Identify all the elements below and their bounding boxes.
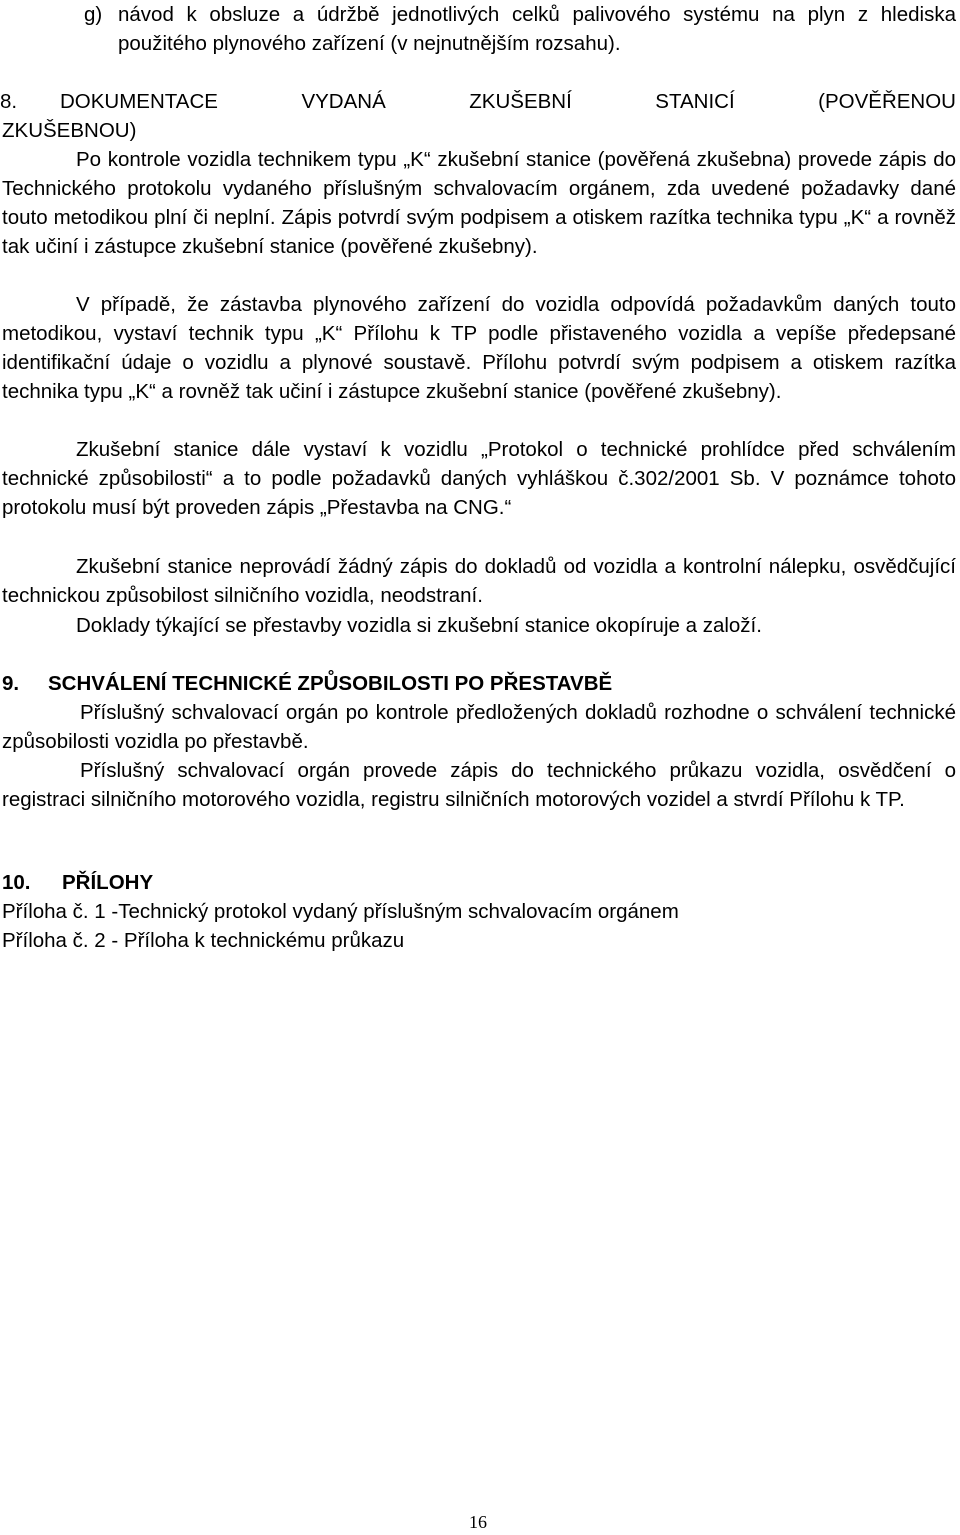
- section-number: 9.: [2, 672, 20, 695]
- section-8-paragraph-5: Doklady týkající se přestavby vozidla si zkušební stanice okopíruje a založí.: [76, 614, 762, 637]
- section-number: 8.: [0, 90, 18, 113]
- section-8-paragraph-1: Po kontrole vozidla technikem typu „K“ zkušební stanice (pověřená zkušebna) provede zápis do Technického protokolu vydaného příslušným schvalovacím orgánem, zda uvedené požadavky dané touto metodikou plní či neplní. Zápis potvrdí svým podpisem a otiskem razítka technika typu „K“ a rovněž tak učiní i zástupce zkušební stanice (pověřené zkušebny).: [2, 148, 956, 258]
- section-8-paragraph-2: V případě, že zástavba plynového zařízení do vozidla odpovídá požadavkům daných touto metodikou, vystaví technik typu „K“ Přílohu k TP podle přistaveného vozidla a vepíše předepsané identifikační údaje o vozidlu a plynové soustavě. Přílohu potvrdí svým podpisem a otiskem razítka technika typu „K“ a rovněž tak učiní i zástupce zkušební stanice (pověřené zkušebny).: [2, 293, 956, 403]
- page-number: 16: [469, 1512, 487, 1532]
- section-8-paragraph-3: Zkušební stanice dále vystaví k vozidlu „Protokol o technické prohlídce před schválením technické způsobilosti“ a to podle požadavků daných vyhláškou č.302/2001 Sb. V poznámce tohoto protokolu musí být proveden zápis „Přestavba na CNG.“: [2, 438, 956, 519]
- section-title-continued: ZKUŠEBNOU): [2, 119, 137, 142]
- attachment-item-1: Příloha č. 1 -Technický protokol vydaný příslušným schvalovacím orgánem: [2, 900, 679, 923]
- list-item-text: návod k obsluze a údržbě jednotlivých celků palivového systému na plyn z hlediska použitého plynového zařízení (v nejnutnějším rozsahu).: [118, 3, 956, 55]
- section-9-paragraph-1: Příslušný schvalovací orgán po kontrole předložených dokladů rozhodne o schválení technické způsobilosti vozidla po přestavbě.: [2, 701, 956, 753]
- section-8-paragraph-4: Zkušební stanice neprovádí žádný zápis do dokladů od vozidla a kontrolní nálepku, osvědčující technickou způsobilost silničního vozidla, neodstraní.: [2, 555, 956, 607]
- section-title: PŘÍLOHY: [62, 871, 154, 894]
- section-title: DOKUMENTACE VYDANÁ ZKUŠEBNÍ STANICÍ (POVĚŘENOU: [60, 90, 956, 113]
- section-number: 10.: [2, 871, 31, 894]
- section-title: SCHVÁLENÍ TECHNICKÉ ZPŮSOBILOSTI PO PŘESTAVBĚ: [48, 672, 613, 695]
- list-marker: g): [84, 3, 103, 26]
- section-9-paragraph-2: Příslušný schvalovací orgán provede zápis do technického průkazu vozidla, osvědčení o registraci silničního motorového vozidla, registru silničních motorových vozidel a stvrdí Přílohu k TP.: [2, 759, 956, 811]
- attachment-item-2: Příloha č. 2 - Příloha k technickému průkazu: [2, 929, 405, 952]
